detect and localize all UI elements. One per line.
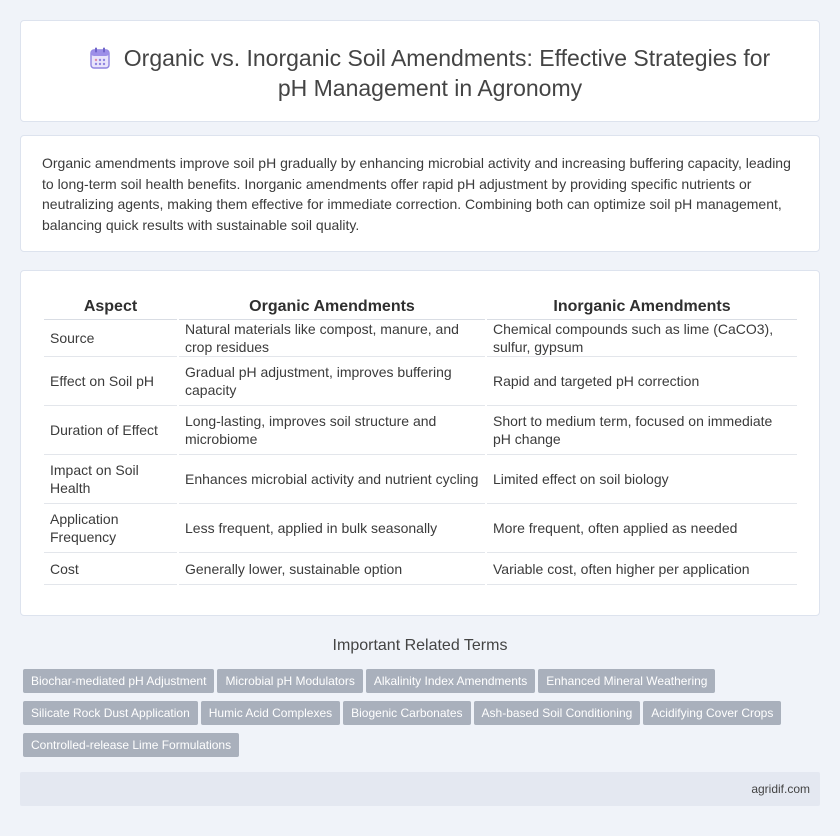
term-tag[interactable]: Alkalinity Index Amendments [366, 669, 535, 693]
term-tag[interactable]: Humic Acid Complexes [201, 701, 340, 725]
table-cell: Generally lower, sustainable option [179, 553, 485, 585]
table-cell: Short to medium term, focused on immediate pH change [487, 406, 797, 455]
table-cell: Long-lasting, improves soil structure and microbiome [179, 406, 485, 455]
col-header-aspect: Aspect [44, 295, 177, 320]
term-tag[interactable]: Biogenic Carbonates [343, 701, 470, 725]
term-tag[interactable]: Ash-based Soil Conditioning [474, 701, 641, 725]
term-tag[interactable]: Microbial pH Modulators [217, 669, 362, 693]
table-cell: Natural materials like compost, manure, and crop residues [179, 320, 485, 357]
term-tag[interactable]: Acidifying Cover Crops [643, 701, 781, 725]
term-tag[interactable]: Controlled-release Lime Formulations [23, 733, 239, 757]
col-header-inorganic: Inorganic Amendments [487, 295, 797, 320]
table-cell: Variable cost, often higher per application [487, 553, 797, 585]
table-row [44, 455, 797, 504]
table-cell: Duration of Effect [44, 406, 177, 455]
table-cell: Limited effect on soil biology [487, 455, 797, 504]
header-card [20, 20, 820, 122]
table-cell: Impact on Soil Health [44, 455, 177, 504]
site-link[interactable]: agridif.com [751, 782, 810, 796]
table-cell: Gradual pH adjustment, improves buffering capacity [179, 357, 485, 406]
table-cell: Rapid and targeted pH correction [487, 357, 797, 406]
table-row [44, 553, 797, 585]
term-tag[interactable]: Biochar-mediated pH Adjustment [23, 669, 214, 693]
term-tag[interactable]: Enhanced Mineral Weathering [538, 669, 715, 693]
table-cell: Enhances microbial activity and nutrient cycling [179, 455, 485, 504]
summary-text: Organic amendments improve soil pH gradually by enhancing microbial activity and increasing buffering capacity, leading to long-term soil health benefits. Inorganic amendments offer rapid pH adjustment by providing specific nutrients or neutralizing agents, making them effective for immediate correction. Combining both can optimize soil pH management, balancing quick results with sustainable soil quality. [42, 155, 791, 233]
comparison-table [42, 295, 799, 585]
table-cell: Source [44, 320, 177, 357]
table-cell: Less frequent, applied in bulk seasonally [179, 504, 485, 553]
table-cell: Cost [44, 553, 177, 585]
related-terms-list [23, 669, 813, 765]
table-row [44, 320, 797, 357]
title-line-1: Organic vs. Inorganic Soil Amendments: Effective Strategies for [123, 45, 771, 71]
table-cell: Chemical compounds such as lime (CaCO3), sulfur, gypsum [487, 320, 797, 357]
footer [20, 772, 820, 806]
summary-card [20, 135, 820, 252]
table-row [44, 504, 797, 553]
page-title [61, 43, 799, 103]
term-tag[interactable]: Silicate Rock Dust Application [23, 701, 198, 725]
comparison-card [20, 270, 820, 616]
col-header-organic: Organic Amendments [179, 295, 485, 320]
table-row [44, 406, 797, 455]
table-cell: Effect on Soil pH [44, 357, 177, 406]
related-terms-title: Important Related Terms [332, 637, 508, 654]
title-line-2: pH Management in Agronomy [277, 75, 583, 101]
table-cell: More frequent, often applied as needed [487, 504, 797, 553]
table-header-row [44, 295, 797, 320]
calendar-icon [90, 47, 110, 69]
table-row [44, 357, 797, 406]
table-cell: Application Frequency [44, 504, 177, 553]
